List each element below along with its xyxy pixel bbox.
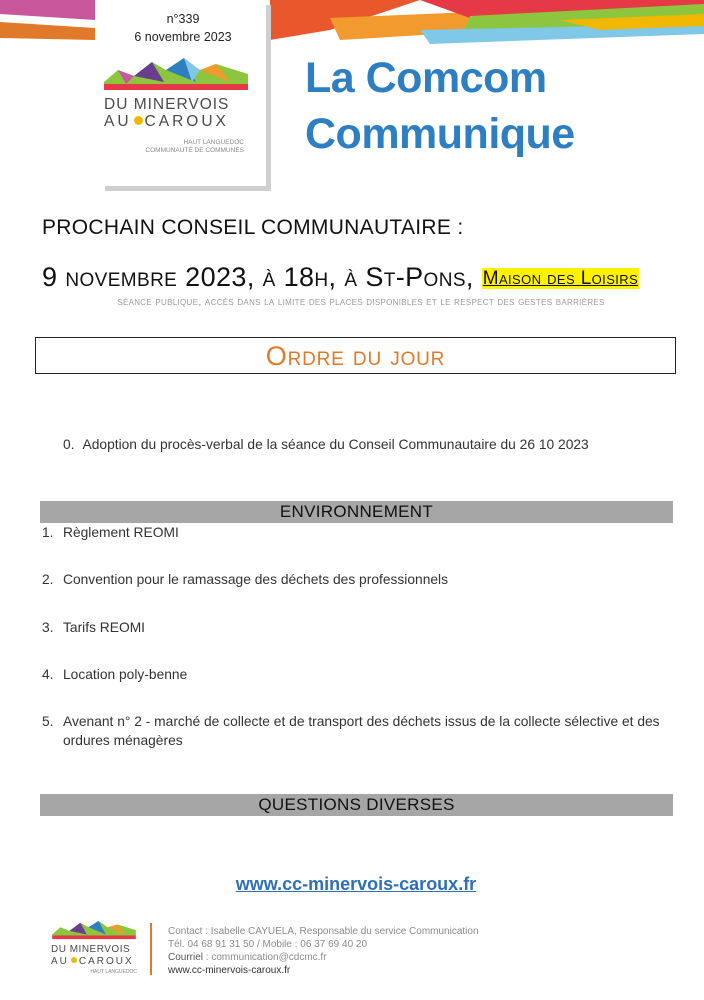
section-questions-label: QUESTIONS DIVERSES: [258, 795, 455, 814]
meeting-date-place: 9 novembre 2023, à 18h, à St-Pons, Maison des Loisirs: [42, 262, 639, 292]
list-item: 2. Convention pour le ramassage des déchets des professionnels: [42, 572, 449, 587]
logo-text-line2: AU CAROUX: [104, 113, 229, 130]
list-item: 4. Location poly-benne: [42, 667, 188, 682]
brand-title-line1: La Comcom: [305, 54, 547, 102]
agenda-title: Ordre du jour: [265, 341, 446, 371]
logo-subtitle-1: HAUT LANGUEDOC: [183, 139, 244, 146]
mountains-logo-icon: [104, 56, 248, 92]
list-item: 3. Tarifs REOMI: [42, 620, 146, 635]
section-environnement-header: [40, 501, 673, 523]
list-item: 1. Règlement REOMI: [42, 525, 179, 540]
email-link[interactable]: : communication@cdcmc.fr: [205, 952, 327, 963]
venue-highlight: Maison des Loisirs: [482, 268, 639, 289]
council-heading: PROCHAIN CONSEIL COMMUNAUTAIRE :: [42, 216, 464, 239]
issue-date: 6 novembre 2023: [134, 30, 232, 44]
brand-title-line2: Communique: [305, 110, 575, 158]
footer-divider: [150, 923, 152, 975]
issue-number: n°339: [166, 12, 200, 26]
header-card: [100, 0, 266, 186]
agenda-title-box: [35, 337, 676, 374]
contact-email: Courriel : communication@cdcmc.fr: [168, 952, 327, 963]
website-link[interactable]: www.cc-minervois-caroux.fr: [235, 874, 477, 894]
footer-logo-dot-icon: [71, 957, 77, 963]
agenda-item-0: 0. Adoption du procès-verbal de la séance du Conseil Communautaire du 26 10 2023: [63, 437, 589, 452]
section-environnement-label: ENVIRONNEMENT: [279, 502, 434, 521]
footer-logo: DU MINERVOIS AU CAROUX HAUT LANGUEDOC: [49, 918, 141, 978]
contact-person: Contact : Isabelle CAYUELA, Responsable du service Communication: [168, 926, 479, 937]
contact-phone: Tél. 04 68 91 31 50 / Mobile : 06 37 69 40 20: [168, 939, 368, 950]
logo-dot-icon: [134, 116, 143, 125]
logo-subtitle-2: COMMUNAUTÉ DE COMMUNES: [145, 147, 244, 154]
section-questions-header: [40, 794, 673, 816]
logo-text-line1: DU MINERVOIS: [104, 96, 230, 113]
list-item: 5. Avenant n° 2 - marché de collecte et de transport des déchets issus de la collecte sélective et des ordures ménagères: [42, 714, 660, 748]
footer-mountains-icon: [51, 920, 137, 940]
contact-website[interactable]: www.cc-minervois-caroux.fr: [168, 965, 291, 976]
public-session-note: séance publique, accès dans la limite des places disponibles et le respect des gestes barrières: [117, 296, 605, 308]
